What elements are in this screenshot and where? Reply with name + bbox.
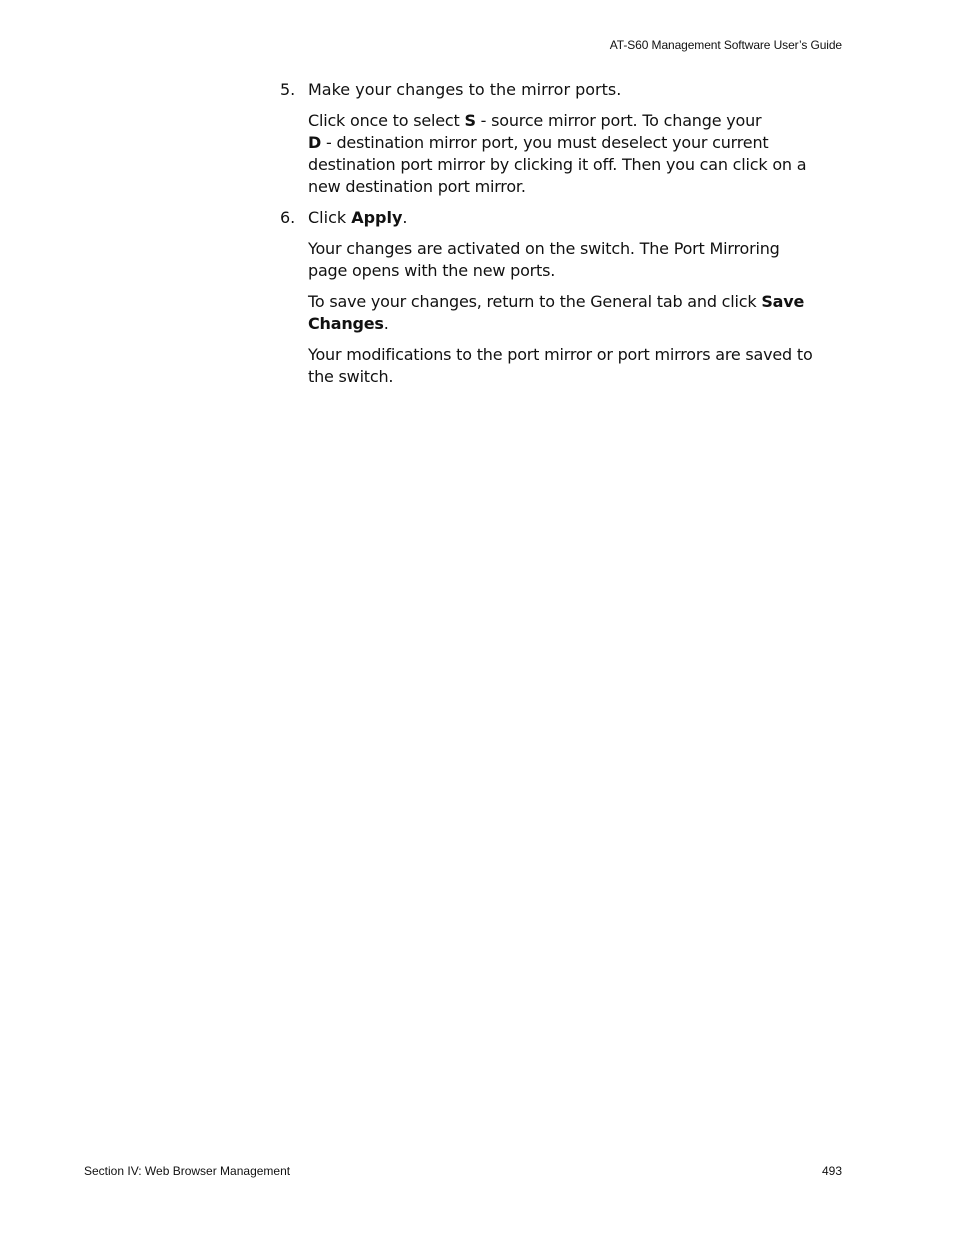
destination-port-term: D [308, 133, 322, 152]
apply-term: Apply [351, 208, 403, 227]
detail-text: - destination mirror port, you must deselect your current destination port mirror by clicking it off. Then you can click on a new destination port mirror. [308, 133, 807, 196]
step-6 [280, 207, 820, 229]
final-note: Your modifications to the port mirror or port mirrors are saved to the switch. [308, 345, 813, 386]
save-changes-term: Save Changes [308, 292, 805, 333]
detail-text: Click once to select [308, 111, 465, 130]
punctuation: . [383, 314, 389, 333]
page-number: 493 [821, 1164, 842, 1178]
step-5 [280, 79, 820, 101]
step-6-result: Your changes are activated on the switch. The Port Mirroring page opens with the new ports. [308, 239, 780, 280]
punctuation: . [402, 208, 408, 227]
detail-text: - source mirror port. To change your [475, 111, 762, 130]
step-5-detail [308, 110, 818, 198]
running-header: AT-S60 Management Software User’s Guide [609, 38, 842, 52]
step-text: Make your changes to the mirror ports. [308, 80, 622, 99]
save-note-text: To save your changes, return to the General tab and click [308, 292, 762, 311]
step-number: 5. [280, 80, 296, 99]
save-note [308, 291, 818, 335]
footer-section: Section IV: Web Browser Management [84, 1164, 291, 1178]
step-number: 6. [280, 208, 296, 227]
source-port-term: S [464, 111, 476, 130]
step-text: Click [308, 208, 352, 227]
